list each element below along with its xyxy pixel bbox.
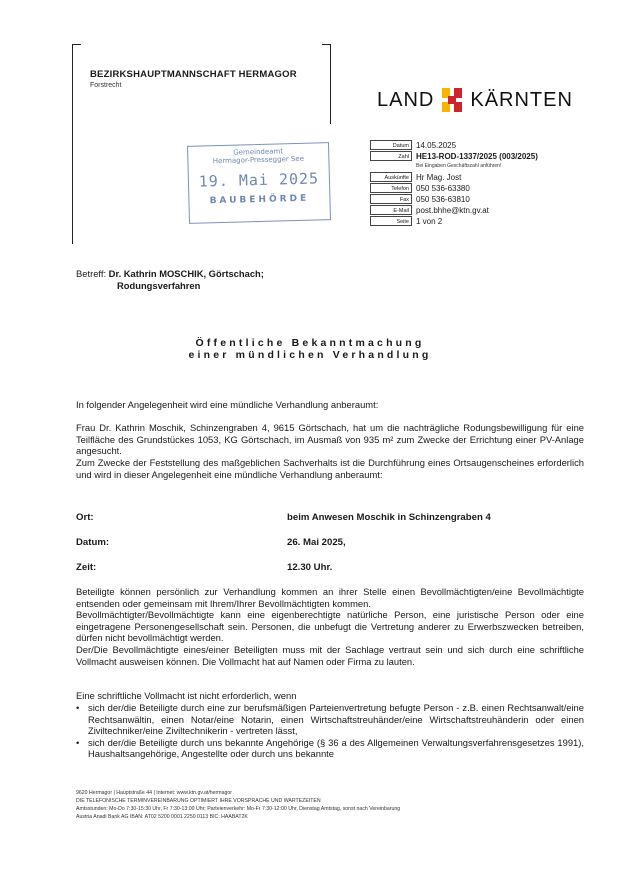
address-window-corner-tl	[72, 44, 81, 53]
address-window-rule-right	[330, 44, 331, 124]
info-label: E-Mail	[370, 205, 412, 215]
notice-title: Öffentliche Bekanntmachung	[195, 337, 425, 349]
subject-line-2: Rodungsverfahren	[117, 280, 201, 291]
notice-subtitle: einer mündlichen Verhandlung	[188, 349, 432, 361]
info-label: Telefon	[370, 183, 412, 193]
kaernten-flag-icon	[442, 88, 462, 112]
location-label: Ort:	[76, 512, 94, 523]
department-name: Forstrecht	[90, 82, 122, 89]
info-row-datum	[370, 140, 570, 151]
no-written-proxy-paragraph: Eine schriftliche Vollmacht ist nicht erforderlich, wenn	[76, 690, 297, 701]
footer-notice: DIE TELEFONISCHE TERMINVEREINBARUNG OPTIMIERT IHRE VORSPRACHE UND WARTEZEITEN	[76, 798, 321, 804]
subject-name: Dr. Kathrin MOSCHIK, Görtschach;	[108, 268, 264, 279]
authority-name: BEZIRKSHAUPTMANNSCHAFT HERMAGOR	[90, 69, 297, 80]
power-of-attorney-paragraph: Der/Die Bevollmächtigte eines/einer Beteiligten muss mit der Sachlage vertraut sein und sich durch eine schriftliche Vollmacht ausweisen können. Die Vollmacht hat auf Namen oder Firma zu lauten.	[76, 644, 584, 667]
info-value: 050 536-63380	[416, 184, 470, 193]
authorized-person-paragraph: Bevollmächtigter/Bevollmächtigte kann eine eigenberechtigte natürliche Person, eine juristische Person oder eine eingetragene Personengesellschaft sein. Personen, die unbefugt die Vertretung anderer zu Erwerbszwecken betreiben, dürfen nicht bevollmächtigt werden.	[76, 609, 584, 644]
location-value: beim Anwesen Moschik in Schinzengraben 4	[287, 512, 491, 523]
exception-list	[76, 702, 584, 760]
list-item: • sich der/die Beteiligte durch eine zur berufsmäßigen Parteienvertretung befugte Person - z.B. einen Rechtsanwalt/eine Rechtsanwältin, einen Notar/eine Notarin, einen Wirtschaftstreuhänder/eine Wirtschaftstreuhänderin oder einen Ziviltechniker/eine Ziviltechnikerin - vertreten lässt,	[76, 702, 584, 737]
info-label: Datum	[370, 140, 412, 150]
stamp-department: BAUBEHÖRDE	[209, 193, 310, 207]
footer-address: 9620 Hermagor | Hauptstraße 44 | Internet: www.ktn.gv.at/hermagor	[76, 790, 232, 796]
logo-text-right: KÄRNTEN	[470, 88, 573, 111]
file-number: HE13-ROD-1337/2025 (003/2025)	[416, 152, 538, 161]
subject-label: Betreff:	[76, 268, 107, 279]
info-row-auskuenfte	[370, 172, 570, 183]
info-label: Auskünfte	[370, 172, 412, 182]
info-label: Fax	[370, 194, 412, 204]
date-label: Datum:	[76, 537, 110, 548]
footer-bank: Austria Anadi Bank AG IBAN: AT02 5200 0001 2250 0113 BIC: HAABAT2K	[76, 814, 248, 820]
subject-line	[76, 268, 264, 280]
info-value: 1 von 2	[416, 217, 443, 226]
info-value: post.bhhe@ktn.gv.at	[416, 206, 489, 215]
stamp-line-1: Gemeindeamt	[233, 147, 284, 157]
info-value: 050 536-63810	[416, 195, 470, 204]
reference-info-block	[370, 140, 570, 227]
time-value: 12.30 Uhr.	[287, 562, 333, 573]
purpose-paragraph: Zum Zwecke der Feststellung des maßgeblichen Sachverhalts ist die Durchführung eines Ortsaugenscheines erforderlich und wird in dieser Angelegenheit eine mündliche Verhandlung anberaumt:	[76, 457, 584, 480]
info-value	[416, 151, 538, 162]
info-label: Seite	[370, 216, 412, 226]
date-value: 26. Mai 2025,	[287, 537, 346, 548]
info-row-seite	[370, 216, 570, 227]
info-value: 14.05.2025	[416, 141, 457, 150]
info-row-telefon	[370, 183, 570, 194]
info-value: Hr Mag. Jost	[416, 173, 462, 182]
intro-paragraph: In folgender Angelegenheit wird eine mündliche Verhandlung anberaumt:	[76, 399, 379, 410]
address-window-rule	[72, 44, 73, 244]
info-row-note	[370, 162, 570, 172]
info-row-fax	[370, 194, 570, 205]
land-kaernten-logo	[377, 86, 573, 114]
file-number-note: Bei Eingaben Geschäftszahl anführen!	[416, 163, 502, 169]
logo-text-left: LAND	[377, 88, 435, 111]
stamp-date: 19. Mai 2025	[198, 169, 320, 191]
info-row-zahl	[370, 151, 570, 162]
footer-hours: Amtsstunden: Mo-Do 7:30-15:30 Uhr, Fr 7:30-13:00 Uhr; Parteienverkehr: Mo-Fr 7:30-12:00 Uhr, Dienstag Amtstag, sonst nach Vereinbarung	[76, 806, 401, 812]
info-row-email	[370, 205, 570, 216]
list-item: • sich der/die Beteiligte durch uns bekannte Angehörige (§ 36 a des Allgemeinen Verwaltungsverfahrensgesetzes 1991), Haushaltsangehörige, Angestellte oder durch uns bekannte	[76, 737, 584, 760]
info-label: Zahl	[370, 151, 412, 161]
application-paragraph: Frau Dr. Kathrin Moschik, Schinzengraben 4, 9615 Görtschach, hat um die nachträgliche Rodungsbewilligung für eine Teilfläche des Grundstückes 1053, KG Görtschach, im Ausmaß von 935 m² zum Zwecke der Errichtung einer PV-Anlage angesucht.	[76, 422, 584, 457]
receipt-stamp	[187, 142, 331, 224]
stamp-line-2: Hermagor-Pressegger See	[212, 154, 305, 166]
time-label: Zeit:	[76, 562, 97, 573]
representation-paragraph: Beteiligte können persönlich zur Verhandlung kommen an ihrer Stelle einen Bevollmächtigten/eine Bevollmächtigte entsenden oder gemeinsam mit Ihrem/Ihrer Bevollmächtigten kommen.	[76, 586, 584, 609]
